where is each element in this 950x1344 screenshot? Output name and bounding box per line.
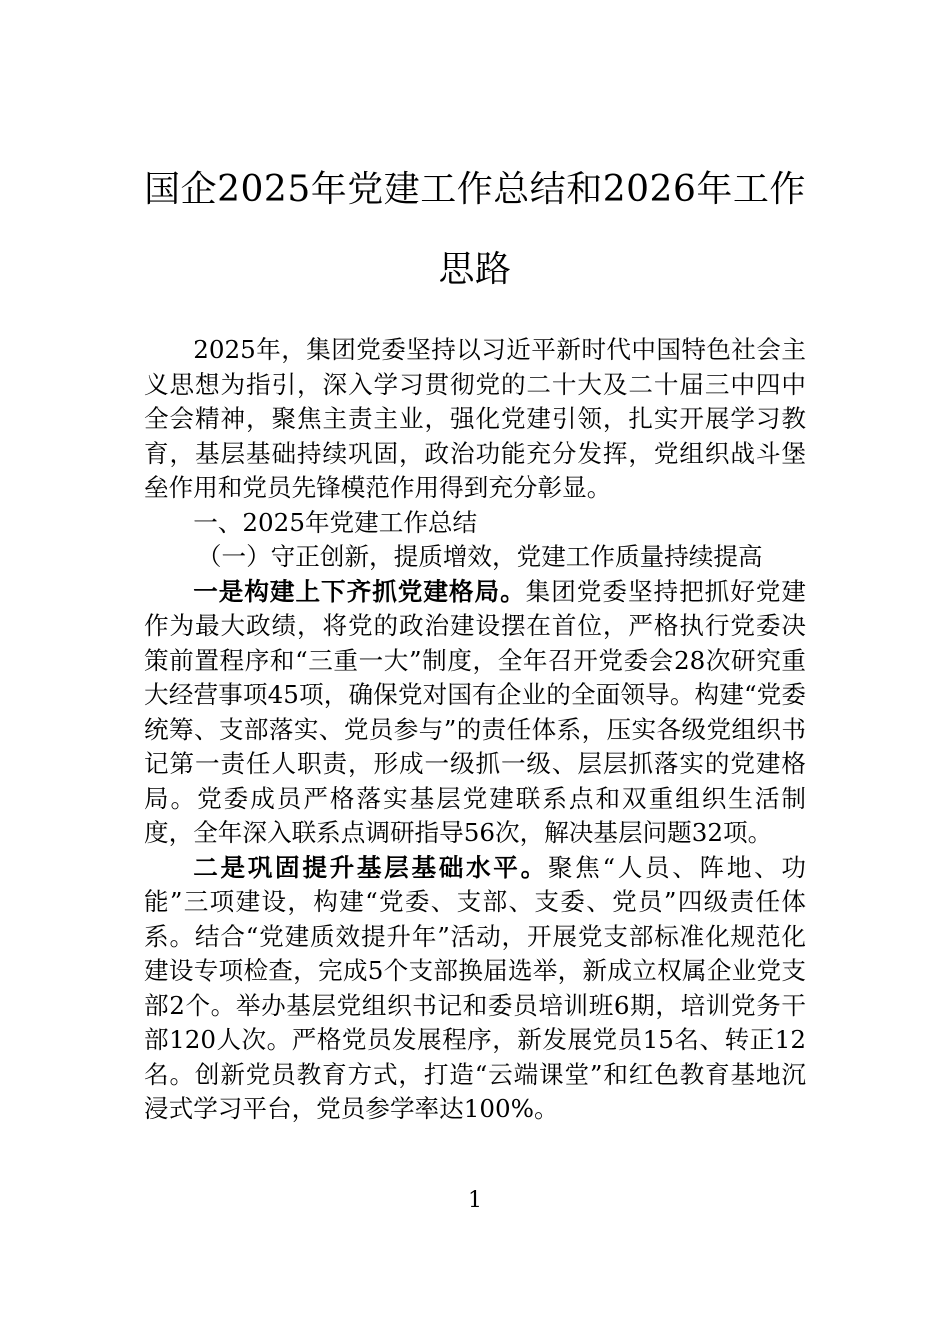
- paragraph-1-text: 集团党委坚持把抓好党建作为最大政绩，将党的政治建设摆在首位，严格执行党委决策前置程序和“三重一大”制度，全年召开党委会28次研究重大经营事项45项，确保党对国有企业的全面领导。构建“党委统筹、支部落实、党员参与”的责任体系，压实各级党组织书记第一责任人职责，形成一级抓一级、层层抓落实的党建格局。党委成员严格落实基层党建联系点和双重组织生活制度，全年深入联系点调研指导56次，解决基层问题32项。: [144, 576, 806, 847]
- intro-paragraph: 2025年，集团党委坚持以习近平新时代中国特色社会主义思想为指引，深入学习贯彻党的二十大及二十届三中四中全会精神，聚焦主责主业，强化党建引领，扎实开展学习教育，基层基础持续巩固，政治功能充分发挥，党组织战斗堡垒作用和党员先锋模范作用得到充分彰显。: [144, 335, 806, 502]
- document-title: 国企2025年党建工作总结和2026年工作思路: [144, 169, 806, 290]
- paragraph-2-text: 聚焦“人员、阵地、功能”三项建设，构建“党委、支部、支委、党员”四级责任体系。结合“党建质效提升年”活动，开展党支部标准化规范化建设专项检查，完成5个支部换届选举，新成立权属企业党支部2个。举办基层党组织书记和委员培训班6期，培训党务干部120人次。严格党员发展程序，新发展党员15名、转正12名。创新党员教育方式，打造“云端课堂”和红色教育基地沉浸式学习平台，党员参学率达100%。: [144, 852, 806, 1123]
- paragraph-1-lead: 一是构建上下齐抓党建格局。: [193, 576, 526, 606]
- document-body: [144, 333, 806, 1127]
- page-number: 1: [468, 1188, 482, 1213]
- paragraph-1: [144, 575, 806, 851]
- subsection-heading: （一）守正创新，提质增效，党建工作质量持续提高: [196, 542, 763, 571]
- paragraph-2: [144, 851, 806, 1127]
- section-heading: 一、2025年党建工作总结: [193, 507, 478, 537]
- paragraph-2-lead: 二是巩固提升基层基础水平。: [193, 852, 548, 882]
